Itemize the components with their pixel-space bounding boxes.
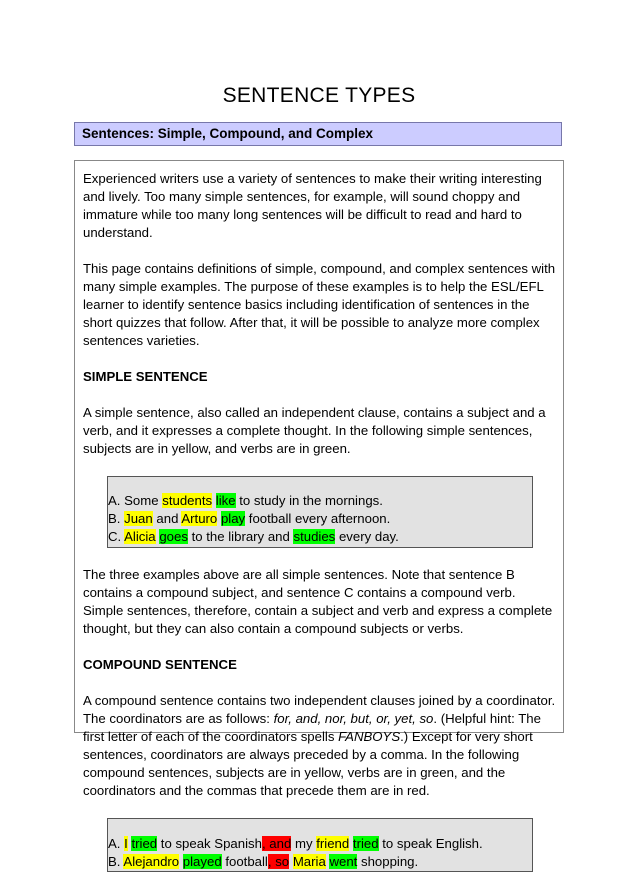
compound-sentence-definition [83, 692, 557, 800]
verb-highlight: goes [159, 529, 188, 544]
simple-sentence-note: The three examples above are all simple sentences. Note that sentence B contains a compound subject, and sentence C contains a compound verb. Simple sentences, therefore, contain a subject and verb and express a complete thought, but they can also contain a compound subjects or verbs. [83, 567, 553, 636]
example-text: every day. [335, 529, 399, 544]
intro-paragraph-2: This page contains definitions of simple, compound, and complex sentences with many simple examples. The purpose of these examples is to help the ESL/EFL learner to identify sentence basics including identification of sentences in the short quizzes that follow. After that, it will be possible to analyze more complex sentences varieties. [83, 261, 556, 348]
verb-highlight: like [215, 493, 236, 508]
example-text: B. [108, 511, 125, 526]
simple-example-c [108, 528, 532, 546]
verb-highlight: play [220, 511, 246, 526]
subject-highlight: Arturo [181, 511, 218, 526]
verb-highlight: tried [131, 836, 158, 851]
example-text: football [221, 854, 268, 869]
subject-highlight: friend [316, 836, 350, 851]
example-text: to the library and [187, 529, 294, 544]
section-subheading: Sentences: Simple, Compound, and Complex [74, 122, 562, 146]
subject-highlight: Alicia [124, 529, 156, 544]
subject-highlight: Alejandro [123, 854, 180, 869]
simple-sentence-heading: SIMPLE SENTENCE [83, 369, 208, 384]
example-text: C. [108, 529, 125, 544]
example-text: and [152, 511, 182, 526]
compound-example-b [108, 853, 532, 871]
fanboys-acronym: FANBOYS [338, 729, 401, 744]
example-text: shopping. [357, 854, 419, 869]
subject-highlight: Maria [292, 854, 326, 869]
example-text: to study in the mornings. [235, 493, 383, 508]
simple-examples-box [107, 476, 533, 548]
simple-example-b [108, 510, 532, 528]
page-title: SENTENCE TYPES [222, 84, 416, 107]
verb-highlight: played [182, 854, 222, 869]
intro-paragraph-1: Experienced writers use a variety of sentences to make their writing interesting and lively. Too many simple sentences, for example, will sound choppy and immature while too many long sentences will be difficult to read and hard to understand. [83, 171, 542, 240]
coordinator-highlight: , and [261, 836, 292, 851]
verb-highlight: studies [293, 529, 336, 544]
content-body [83, 170, 557, 872]
example-text: my [291, 836, 317, 851]
example-text: A. Some [108, 493, 163, 508]
definition-text: .) Except for very short sentences, coordinators are always preceded by a comma. In the following compound sentences, subjects are in yellow, verbs are in green, and the coordinators and the commas that precede them are in red. [83, 729, 533, 798]
example-text: A. [108, 836, 125, 851]
subject-highlight: Juan [124, 511, 153, 526]
simple-sentence-definition: A simple sentence, also called an independent clause, contains a subject and a verb, and it expresses a complete thought. In the following simple sentences, subjects are in yellow, and verbs are in green. [83, 405, 546, 456]
example-text: football every afternoon. [245, 511, 391, 526]
compound-example-a [108, 835, 532, 853]
compound-examples-box [107, 818, 533, 872]
simple-example-a [108, 492, 532, 510]
subject-highlight: students [162, 493, 213, 508]
subject-highlight: I [124, 836, 128, 851]
coordinator-highlight: , so [267, 854, 290, 869]
coordinators-list: for, and, nor, but, or, yet, so [273, 711, 434, 726]
example-text: to speak English. [378, 836, 483, 851]
definition-text: A compound sentence contains two independent clauses joined by a coordinator. The coordinators are as follows: [83, 693, 556, 726]
compound-sentence-heading: COMPOUND SENTENCE [83, 657, 237, 672]
example-text: to speak Spanish [157, 836, 262, 851]
verb-highlight: went [329, 854, 358, 869]
example-text: B. [108, 854, 124, 869]
definition-text: . (Helpful hint: The first letter of each of the coordinators spells [83, 711, 541, 744]
verb-highlight: tried [352, 836, 379, 851]
